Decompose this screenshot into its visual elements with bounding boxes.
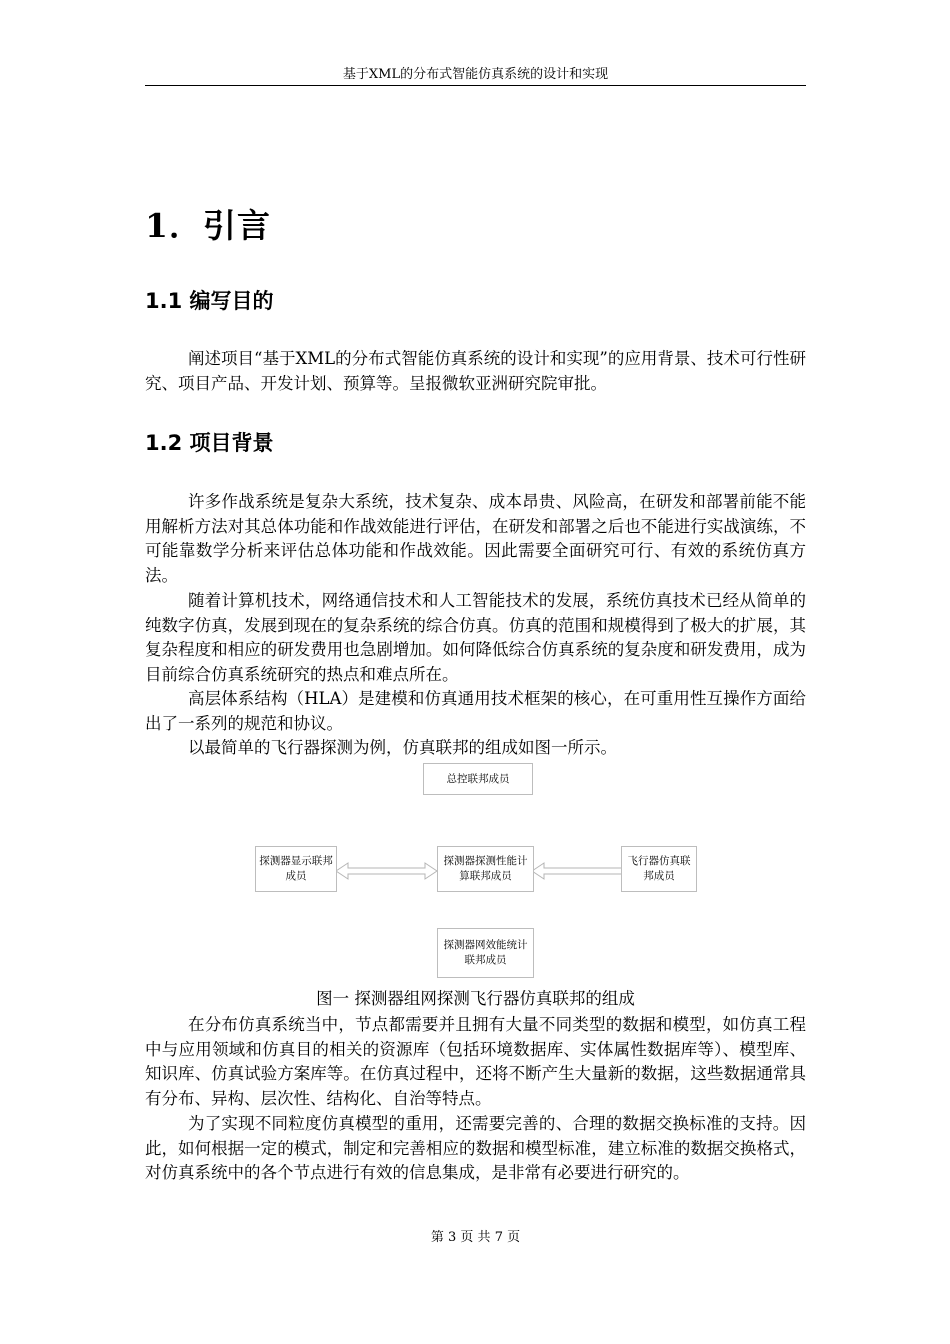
diagram-box-label: 总控联邦成员 bbox=[446, 772, 510, 785]
paragraph-background-3: 高层体系结构（HLA）是建模和仿真通用技术框架的核心，在可重用性互操作方面给出了一系列的规范和协议。 bbox=[145, 689, 806, 733]
diagram-box-network-member bbox=[437, 928, 534, 978]
diagram-box-label: 探测器网效能统计联邦成员 bbox=[443, 939, 528, 966]
paragraph-after-figure-1: 在分布仿真系统当中，节点都需要并且拥有大量不同类型的数据和模型，如仿真工程中与应用领域和仿真目的相关的资源库（包括环境数据库、实体属性数据库等）、模型库、知识库、仿真试验方案库等。在仿真过程中，还将不断产生大量新的数据，这些数据通常具有分布、异构、层次性、结构化、自治等特点。 bbox=[145, 1015, 806, 1108]
section-title-purpose: 1.1 编写目的 bbox=[145, 289, 274, 313]
header-divider bbox=[145, 85, 806, 86]
paragraph-purpose: 阐述项目“基于XML的分布式智能仿真系统的设计和实现”的应用背景、技术可行性研究、项目产品、开发计划、预算等。呈报微软亚洲研究院审批。 bbox=[145, 349, 806, 393]
diagram-box-aircraft-member bbox=[621, 846, 697, 892]
diagram-box-label: 探测器显示联邦成员 bbox=[259, 855, 333, 882]
paragraph-background-1: 许多作战系统是复杂大系统，技术复杂、成本昂贵、风险高，在研发和部署前能不能用解析方法对其总体功能和作战效能进行评估，在研发和部署之后也不能进行实战演练，不可能靠数学分析来评估总体功能和作战效能。因此需要全面研究可行、有效的系统仿真方法。 bbox=[145, 492, 806, 585]
diagram-box-label: 探测器探测性能计算联邦成员 bbox=[443, 855, 528, 882]
section-title-background: 1.2 项目背景 bbox=[145, 431, 274, 455]
double-arrow-display-perf bbox=[336, 863, 437, 879]
diagram-box-label: 飞行器仿真联邦成员 bbox=[627, 855, 691, 882]
arrow-aircraft-to-perf bbox=[532, 863, 622, 879]
diagram-box-control-member bbox=[423, 763, 533, 795]
page-footer: 第 3 页 共 7 页 bbox=[430, 1230, 521, 1245]
paragraph-after-figure-2: 为了实现不同粒度仿真模型的重用，还需要完善的、合理的数据交换标准的支持。因此，如何根据一定的模式，制定和完善相应的数据和模型标准，建立标准的数据交换格式，对仿真系统中的各个节点进行有效的信息集成，是非常有必要进行研究的。 bbox=[145, 1114, 806, 1182]
paragraph-background-2: 随着计算机技术，网络通信技术和人工智能技术的发展，系统仿真技术已经从简单的纯数字仿真，发展到现在的复杂系统的综合仿真。仿真的范围和规模得到了极大的扩展，其复杂程度和相应的研发费用也急剧增加。如何降低综合仿真系统的复杂度和研发费用，成为目前综合仿真系统研究的热点和难点所在。 bbox=[145, 591, 806, 684]
diagram-box-performance-member bbox=[437, 846, 534, 892]
figure-caption: 图一 探测器组网探测飞行器仿真联邦的组成 bbox=[316, 989, 635, 1008]
paragraph-background-4: 以最简单的飞行器探测为例，仿真联邦的组成如图一所示。 bbox=[188, 738, 617, 757]
section-title-introduction: 1．引言 bbox=[145, 206, 271, 245]
page-header: 基于XML的分布式智能仿真系统的设计和实现 bbox=[342, 67, 609, 82]
diagram-box-display-member bbox=[255, 846, 337, 892]
